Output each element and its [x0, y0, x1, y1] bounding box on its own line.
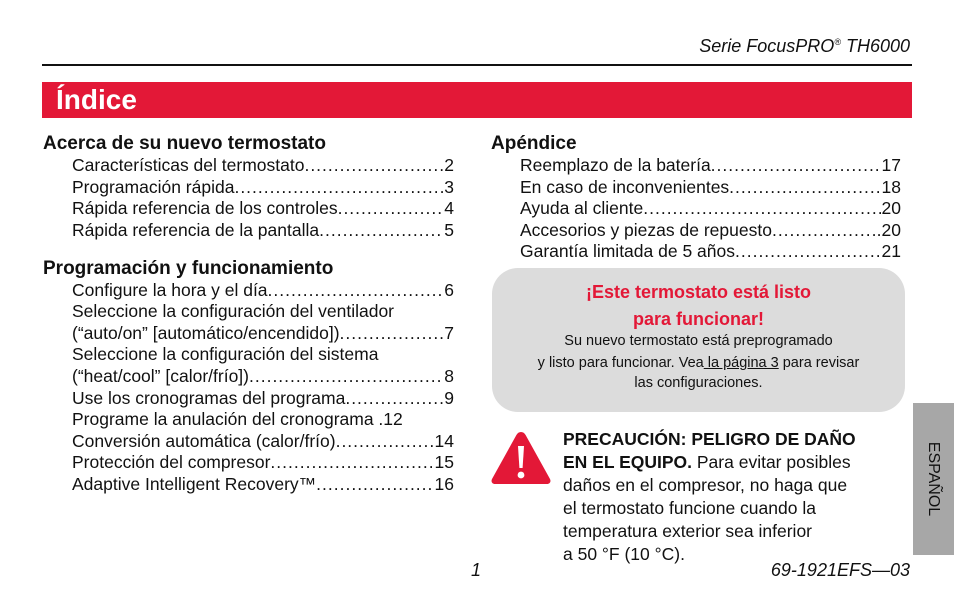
toc-label: Programación rápida	[72, 177, 235, 197]
title-banner	[42, 82, 912, 118]
toc-leader	[643, 198, 880, 220]
toc-entry[interactable]	[72, 198, 454, 220]
toc-page: 5	[444, 220, 454, 240]
toc-entry[interactable]	[72, 280, 454, 302]
page-title: Índice	[56, 84, 137, 115]
warning-line	[563, 428, 856, 451]
section-heading-appendix: Apéndice	[491, 133, 577, 154]
toc-page: 18	[881, 177, 901, 197]
toc-leader	[268, 280, 444, 302]
toc-leader	[304, 155, 443, 177]
callout-body-line3: las configuraciones.	[634, 375, 763, 391]
callout-heading-line1: ¡Este termostato está listo	[585, 282, 812, 302]
toc-leader	[729, 177, 880, 199]
toc-label: Accesorios y piezas de repuesto	[520, 220, 772, 240]
toc-leader	[340, 323, 444, 345]
callout-body-text: para revisar	[778, 355, 860, 371]
toc-label: En caso de inconvenientes	[520, 177, 730, 197]
page-3-link[interactable]: la página 3	[703, 355, 779, 371]
toc-page: 20	[881, 198, 901, 218]
document-code: 69-1921EFS—03	[770, 560, 910, 580]
toc-label: Ayuda al cliente	[520, 198, 644, 218]
toc-page: 21	[881, 241, 901, 261]
toc-entry[interactable]	[72, 155, 454, 177]
toc-leader	[316, 474, 433, 496]
toc-entry[interactable]	[72, 366, 454, 388]
toc-label: Reemplazo de la batería	[520, 155, 711, 175]
language-tab-label: ESPAÑOL	[925, 441, 942, 517]
toc-page: .12	[378, 409, 403, 429]
toc-label-continued[interactable]: Seleccione la configuración del sistema	[72, 344, 379, 364]
toc-page: 9	[444, 388, 454, 408]
toc-entry[interactable]	[72, 177, 454, 199]
toc-entry[interactable]	[72, 409, 454, 431]
toc-page: 16	[434, 474, 454, 494]
warning-line	[563, 451, 851, 474]
toc-leader	[345, 388, 443, 410]
warning-line: a 50 °F (10 °C).	[563, 544, 685, 564]
warning-line: el termostato funcione cuando la	[563, 498, 816, 518]
toc-page: 2	[444, 155, 454, 175]
toc-leader	[336, 431, 434, 453]
language-tab[interactable]	[913, 403, 954, 555]
toc-entry[interactable]	[72, 474, 454, 496]
toc-entry[interactable]	[520, 155, 901, 177]
toc-leader	[772, 220, 876, 242]
toc-label: Protección del compresor	[72, 452, 271, 472]
toc-label: Características del termostato	[72, 155, 305, 175]
toc-page: 14	[434, 431, 454, 451]
toc-label: Configure la hora y el día	[72, 280, 268, 300]
ready-callout	[492, 268, 905, 412]
toc-label: Garantía limitada de 5 años	[520, 241, 735, 261]
toc-page: 7	[444, 323, 454, 343]
toc-entry[interactable]	[72, 452, 454, 474]
page-number: 1	[471, 560, 482, 580]
registered-mark: ®	[834, 37, 841, 47]
toc-leader	[711, 155, 881, 177]
header-rule	[42, 64, 912, 66]
callout-body-text: y listo para funcionar. Vea	[537, 355, 704, 371]
section-heading-about: Acerca de su nuevo termostato	[43, 133, 326, 154]
toc-label: (“auto/on” [automático/encendido])	[72, 323, 340, 343]
series-name: Serie FocusPRO	[699, 36, 835, 56]
toc-page: 4	[444, 198, 454, 218]
toc-page: 6	[444, 280, 454, 300]
toc-entry[interactable]	[72, 323, 454, 345]
toc-leader	[249, 366, 443, 388]
toc-page: 15	[434, 452, 454, 472]
toc-page: 17	[881, 155, 901, 175]
toc-label: Rápida referencia de la pantalla	[72, 220, 320, 240]
toc-leader	[270, 452, 433, 474]
toc-label: Adaptive Intelligent Recovery™	[72, 474, 317, 494]
toc-entry[interactable]	[520, 198, 901, 220]
toc-leader	[338, 198, 444, 220]
toc-leader	[735, 241, 881, 263]
warning-title: EN EL EQUIPO.	[563, 452, 693, 472]
toc-label: Conversión automática (calor/frío)	[72, 431, 336, 451]
toc-page: 3	[444, 177, 454, 197]
toc-entry[interactable]	[72, 220, 454, 242]
toc-label: Use los cronogramas del programa	[72, 388, 346, 408]
series-title	[699, 36, 910, 57]
toc-page: .20	[876, 220, 901, 240]
warning-title: PRECAUCIÓN: PELIGRO DE DAÑO	[563, 429, 856, 449]
callout-body-line1: Su nuevo termostato está preprogramado	[564, 333, 833, 349]
toc-label-continued[interactable]: Seleccione la configuración del ventilador	[72, 301, 395, 321]
toc-page: 8	[444, 366, 454, 386]
toc-leader	[234, 177, 443, 199]
toc-entry[interactable]	[520, 177, 901, 199]
toc-entry[interactable]	[520, 220, 901, 242]
warning-exclamation-icon	[490, 430, 552, 486]
toc-entry[interactable]	[72, 388, 454, 410]
toc-label: Rápida referencia de los controles	[72, 198, 338, 218]
model-name: TH6000	[840, 36, 910, 56]
warning-line: temperatura exterior sea inferior	[563, 521, 812, 541]
toc-label: (“heat/cool” [calor/frío])	[72, 366, 249, 386]
callout-body-line2	[492, 353, 905, 374]
callout-heading-line2: para funcionar!	[632, 309, 765, 329]
toc-entry[interactable]	[520, 241, 901, 263]
section-heading-programming: Programación y funcionamiento	[43, 258, 334, 279]
warning-text: Para evitar posibles	[692, 452, 851, 472]
toc-leader	[319, 220, 443, 242]
toc-label: Programe la anulación del cronograma	[72, 409, 379, 429]
warning-line: daños en el compresor, no haga que	[563, 475, 848, 495]
toc-entry[interactable]	[72, 431, 454, 453]
